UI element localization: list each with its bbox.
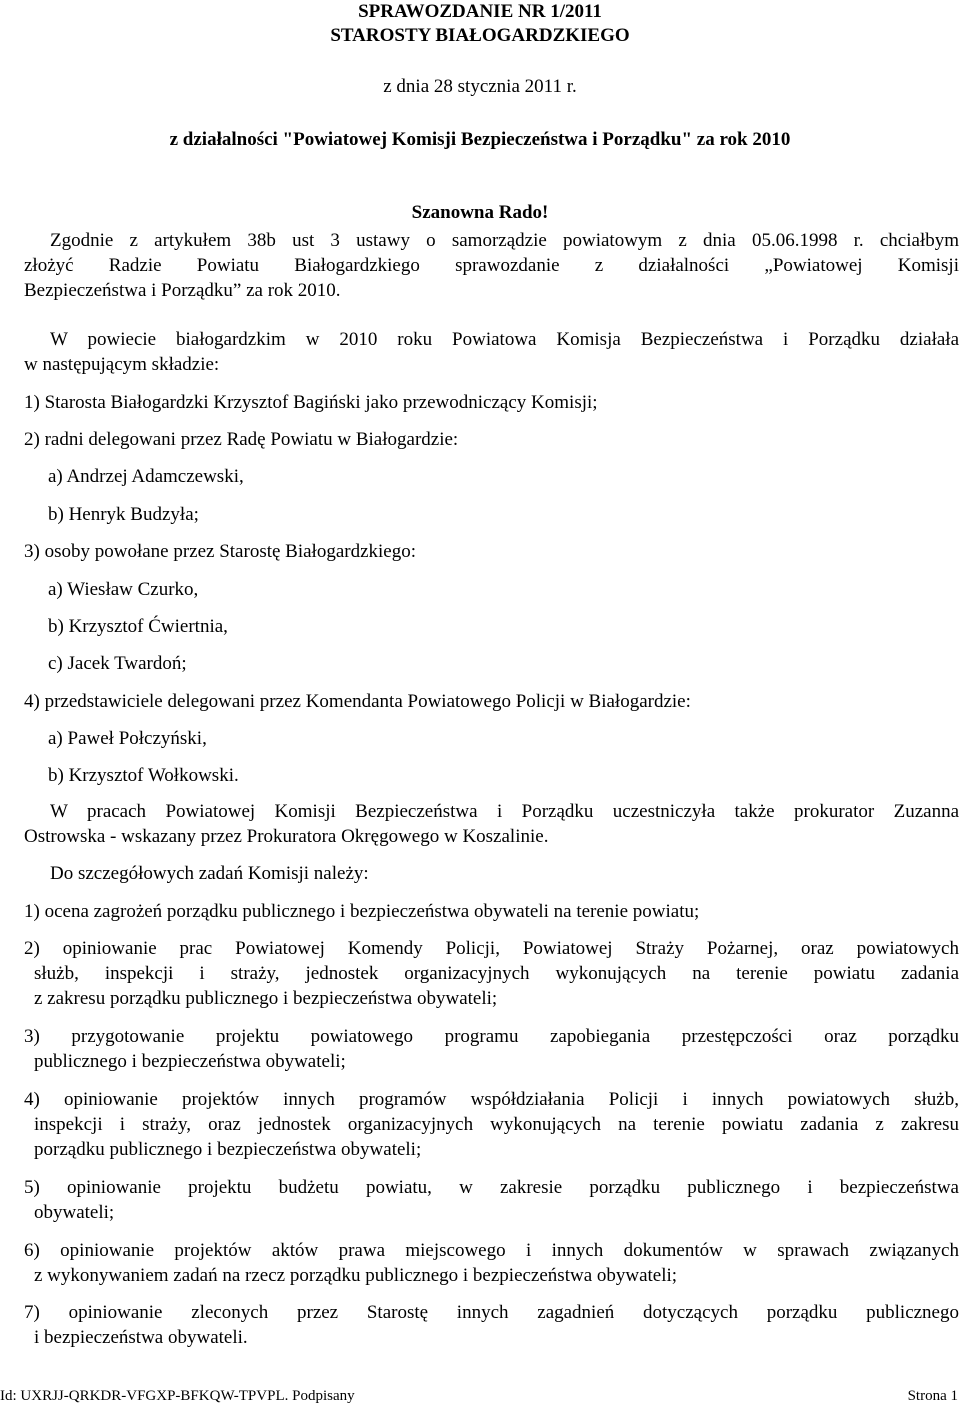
task-item-4-line2: inspekcji i straży, oraz jednostek organizacyjnych wykonujących na terenie powiatu zadania z zakresu	[34, 1114, 959, 1135]
task-item-5-line2: obywateli;	[34, 1202, 115, 1223]
task-item-1: 1) ocena zagrożeń porządku publicznego i bezpieczeństwa obywateli na terenie powiatu;	[24, 901, 700, 922]
composition-line1: W powiecie białogardzkim w 2010 roku Powiatowa Komisja Bezpieczeństwa i Porządku działała	[50, 329, 959, 350]
prosecutor-line1: W pracach Powiatowej Komisji Bezpieczeństwa i Porządku uczestniczyła także prokurator Zuzanna	[50, 801, 959, 822]
task-item-4-line3: porządku publicznego i bezpieczeństwa obywateli;	[34, 1139, 422, 1160]
member-item-3c: c) Jacek Twardoń;	[48, 653, 187, 674]
member-item-4a: a) Paweł Połczyński,	[48, 728, 207, 749]
member-item-4: 4) przedstawiciele delegowani przez Komendanta Powiatowego Policji w Białogardzie:	[24, 691, 691, 712]
task-item-4-line1: 4) opiniowanie projektów innych programów współdziałania Policji i innych powiatowych służb,	[24, 1089, 959, 1110]
salutation: Szanowna Rado!	[411, 202, 549, 223]
prosecutor-line2: Ostrowska - wskazany przez Prokuratora Okręgowego w Koszalinie.	[24, 826, 549, 847]
task-item-7-line2: i bezpieczeństwa obywateli.	[34, 1327, 248, 1348]
member-item-1: 1) Starosta Białogardzki Krzysztof Bagiński jako przewodniczący Komisji;	[24, 392, 598, 413]
member-item-3b: b) Krzysztof Ćwiertnia,	[48, 616, 228, 637]
member-item-2: 2) radni delegowani przez Radę Powiatu w Białogardzie:	[24, 429, 459, 450]
document-subject: z działalności "Powiatowej Komisji Bezpieczeństwa i Porządku" za rok 2010	[169, 129, 791, 150]
task-item-3-line2: publicznego i bezpieczeństwa obywateli;	[34, 1051, 346, 1072]
tasks-intro: Do szczegółowych zadań Komisji należy:	[50, 863, 369, 884]
document-title-line2: STAROSTY BIAŁOGARDZKIEGO	[330, 25, 630, 46]
task-item-2-line1: 2) opiniowanie prac Powiatowej Komendy Policji, Powiatowej Straży Pożarnej, oraz powiatowych	[24, 938, 959, 959]
task-item-2-line3: z zakresu porządku publicznego i bezpieczeństwa obywateli;	[34, 988, 498, 1009]
member-item-2a: a) Andrzej Adamczewski,	[48, 466, 244, 487]
member-item-3: 3) osoby powołane przez Starostę Białogardzkiego:	[24, 541, 417, 562]
task-item-6-line1: 6) opiniowanie projektów aktów prawa miejscowego i innych dokumentów w sprawach związanych	[24, 1240, 959, 1261]
footer-page-number: Strona 1	[907, 1388, 958, 1404]
member-item-2b: b) Henryk Budzyła;	[48, 504, 199, 525]
intro-line2: złożyć Radzie Powiatu Białogardzkiego sprawozdanie z działalności „Powiatowej Komisji	[24, 255, 959, 276]
document-title-line1: SPRAWOZDANIE NR 1/2011	[358, 1, 602, 22]
footer-document-id: Id: UXRJJ-QRKDR-VFGXP-BFKQW-TPVPL. Podpisany	[0, 1388, 355, 1404]
intro-line1: Zgodnie z artykułem 38b ust 3 ustawy o samorządzie powiatowym z dnia 05.06.1998 r. chciałbym	[50, 230, 959, 251]
member-item-4b: b) Krzysztof Wołkowski.	[48, 765, 239, 786]
member-item-3a: a) Wiesław Czurko,	[48, 579, 199, 600]
task-item-2-line2: służb, inspekcji i straży, jednostek organizacyjnych wykonujących na terenie powiatu zadania	[34, 963, 959, 984]
task-item-5-line1: 5) opiniowanie projektu budżetu powiatu, w zakresie porządku publicznego i bezpieczeństwa	[24, 1177, 959, 1198]
task-item-3-line1: 3) przygotowanie projektu powiatowego programu zapobiegania przestępczości oraz porządku	[24, 1026, 959, 1047]
composition-line2: w następującym składzie:	[24, 354, 220, 375]
intro-line3: Bezpieczeństwa i Porządku” za rok 2010.	[24, 280, 341, 301]
task-item-7-line1: 7) opiniowanie zleconych przez Starostę innych zagadnień dotyczących porządku publicznego	[24, 1302, 959, 1323]
task-item-6-line2: z wykonywaniem zadań na rzecz porządku publicznego i bezpieczeństwa obywateli;	[34, 1265, 678, 1286]
document-date: z dnia 28 stycznia 2011 r.	[383, 76, 577, 97]
